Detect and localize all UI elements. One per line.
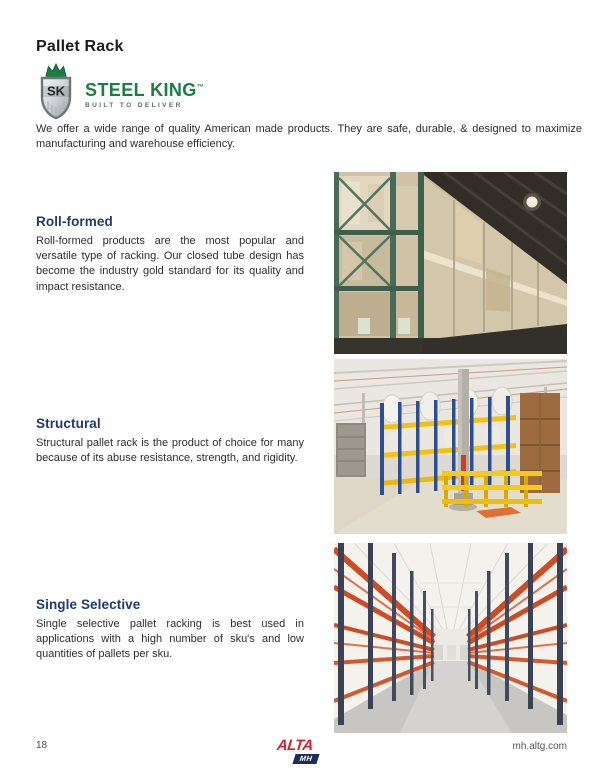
section-structural [36,416,304,466]
roll-formed-photo [334,172,567,354]
section-body-single-selective: Single selective pallet racking is best used in applications with a high number of sku's and low quantities of pallets per sku. [36,618,304,661]
section-body-roll-formed: Roll-formed products are the most popular and versatile type of racking. Our closed tube design has become the industry gold standard for its quality and impact resistance. [36,235,304,293]
brand-name: STEEL KING™ [85,80,205,100]
steel-king-wordmark [85,62,204,109]
single-selective-photo [334,543,567,733]
steel-king-logo [36,62,204,120]
section-heading-structural: Structural [36,416,101,431]
section-heading-roll-formed: Roll-formed [36,214,113,229]
shield-initials: SK [46,83,66,99]
website-link[interactable]: mh.altg.com [512,741,567,752]
trademark-symbol: ™ [196,84,205,91]
structural-photo [334,359,567,534]
section-heading-single-selective: Single Selective [36,597,141,612]
alta-mh-badge: MH [292,754,319,764]
alta-logo-text: ALTA [276,737,314,754]
page-number: 18 [36,740,48,751]
brand-tagline: BUILT TO DELIVER [85,102,183,109]
page-title: Pallet Rack [36,38,124,55]
section-roll-formed [36,214,304,295]
alta-mh-logo [277,739,321,764]
section-single-selective [36,597,304,663]
intro-paragraph: We offer a wide range of quality American made products. They are safe, durable, & designed to maximize manufacturing and warehouse efficiency. [36,123,582,150]
steel-king-shield-icon [36,62,76,120]
section-body-structural: Structural pallet rack is the product of choice for many because of its abuse resistance, strength, and rigidity. [36,437,304,465]
